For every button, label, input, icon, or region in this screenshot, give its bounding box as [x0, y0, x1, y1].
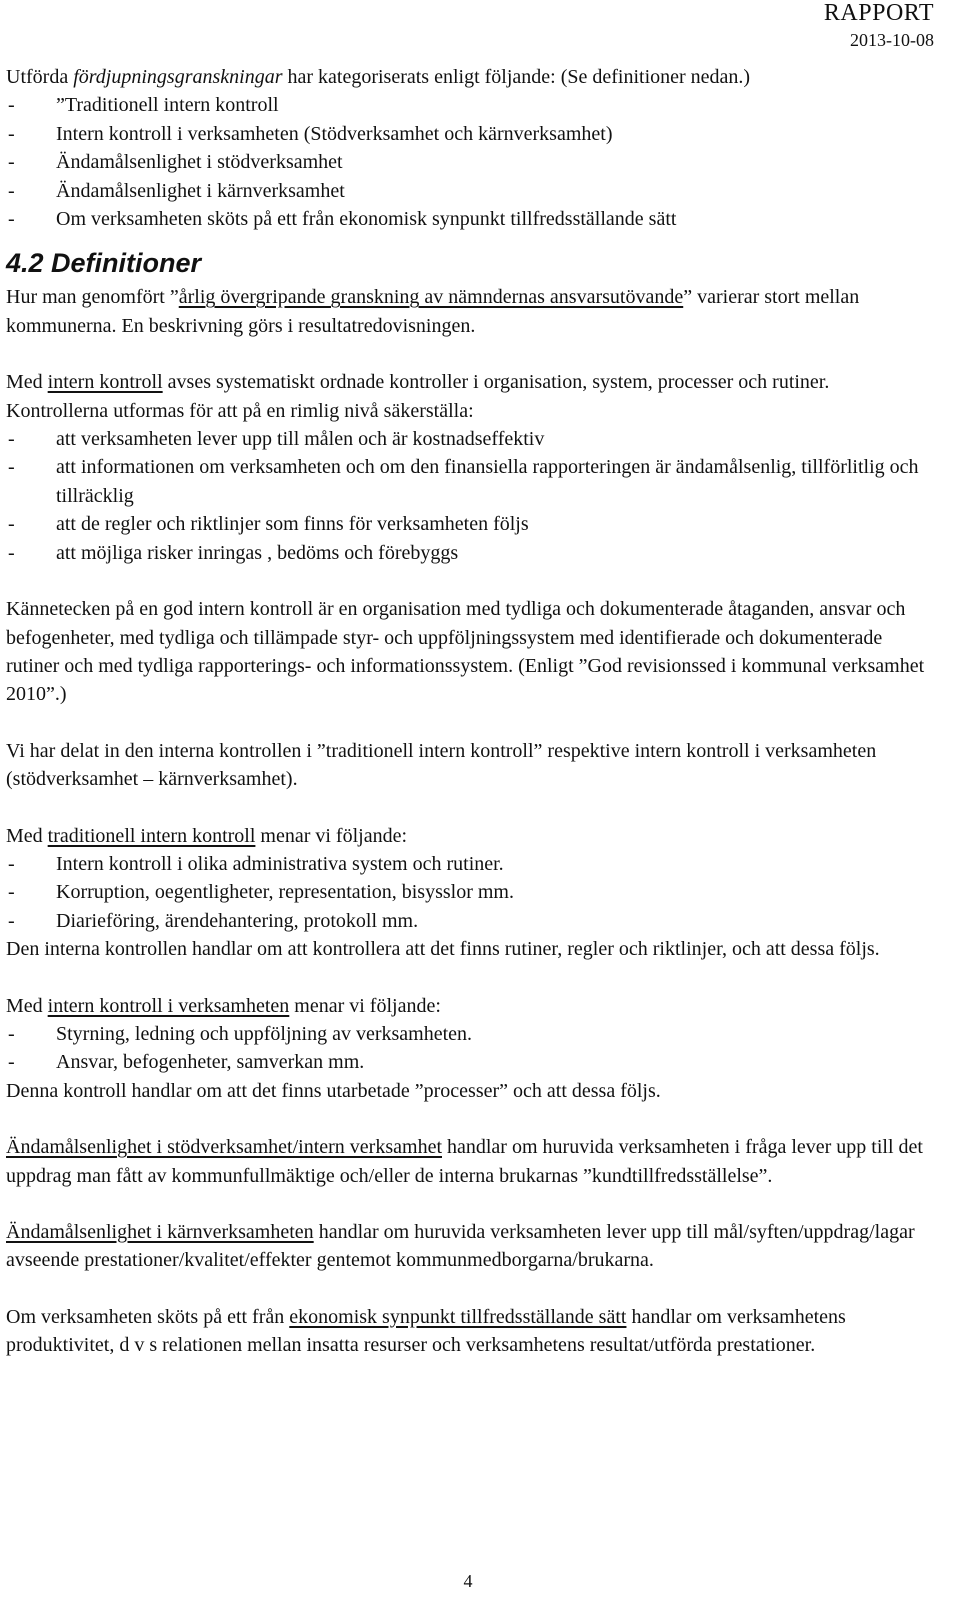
list-item: - att möjliga risker inringas , bedöms och förebyggs [8, 541, 459, 564]
page-number: 4 [463, 1571, 473, 1591]
definition-paragraph-8: Ändamålsenlighet i kärnverksamheten handlar om huruvida verksamheten lever upp till mål/syften/uppdrag/lagar avseende prestationer/kvalitet/effekter gentemot kommunmedborgarna/brukarna. [6, 1221, 915, 1272]
list-item: - Ansvar, befogenheter, samverkan mm. [8, 1051, 365, 1074]
list-item: - att verksamheten lever upp till målen och är kostnadseffektiv [8, 428, 545, 451]
list-item: - att de regler och riktlinjer som finns för verksamheten följs [8, 513, 529, 536]
underlined-term: Ändamålsenlighet i kärnverksamheten [6, 1221, 314, 1243]
list-item: - Om verksamheten sköts på ett från ekonomisk synpunkt tillfredsställande sätt [8, 208, 677, 231]
intro-emphasis: fördjupningsgranskningar [73, 66, 283, 88]
intro-text: Utförda [6, 66, 74, 88]
underlined-term: intern kontroll [47, 371, 163, 394]
list-item: - ”Traditionell intern kontroll [8, 94, 279, 117]
definition-paragraph-4: Vi har delat in den interna kontrollen i ”traditionell intern kontroll” respektive intern kontroll i verksamheten (stödverksamhet – kärnverksamhet). [6, 739, 877, 791]
intro-paragraph [6, 63, 936, 91]
definition-paragraph-2: Med intern kontroll avses systematiskt ordnade kontroller i organisation, system, processer och rutiner. Kontrollerna utformas för att på en rimlig nivå säkerställa: [6, 371, 830, 422]
list-item: - Ändamålsenlighet i kärnverksamhet [8, 179, 345, 202]
list-item: - Intern kontroll i olika administrativa system och rutiner. [8, 852, 504, 875]
underlined-term: Ändamålsenlighet i stödverksamhet/intern verksamhet [6, 1136, 442, 1159]
underlined-term: ekonomisk synpunkt tillfredsställande sätt [289, 1305, 627, 1328]
definition-paragraph-5-after: Den interna kontrollen handlar om att kontrollera att det finns rutiner, regler och riktlinjer, och att dessa följs. [6, 938, 880, 961]
underlined-term: årlig övergripande granskning av nämndernas ansvarsutövande [178, 286, 684, 309]
list-item: - Diarieföring, ärendehantering, protokoll mm. [8, 909, 419, 932]
list-item: - Korruption, oegentligheter, representation, bisysslor mm. [8, 881, 514, 904]
report-title: RAPPORT [823, 0, 934, 26]
document-body [6, 63, 936, 1360]
definition-paragraph-1: Hur man genomfört ”årlig övergripande granskning av nämndernas ansvarsutövande” varierar stort mellan kommunerna. En beskrivning görs i resultatredovisningen. [6, 286, 860, 337]
underlined-term: intern kontroll i verksamheten [47, 994, 290, 1017]
definition-paragraph-6: Med intern kontroll i verksamheten menar vi följande: [6, 994, 441, 1017]
intro-text-end: har kategoriserats enligt följande: (Se definitioner nedan.) [282, 66, 751, 88]
definition-paragraph-7: Ändamålsenlighet i stödverksamhet/intern verksamhet handlar om huruvida verksamheten i fråga lever upp till det uppdrag man fått av kommunfullmäktige och/eller de interna brukarnas ”kundtillfredsställelse”. [6, 1136, 923, 1187]
underlined-term: traditionell intern kontroll [47, 824, 256, 847]
definition-paragraph-9: Om verksamheten sköts på ett från ekonomisk synpunkt tillfredsställande sätt handlar om verksamhetens produktivitet, d v s relationen mellan insatta resurser och verksamhetens resultat/utförda prestationer. [6, 1305, 846, 1357]
list-item: - att informationen om verksamheten och om den finansiella rapporteringen är ändamålsenlig, tillförlitlig och tillräcklig [8, 456, 919, 507]
definition-paragraph-5: Med traditionell intern kontroll menar vi följande: [6, 824, 408, 847]
report-header [824, 0, 934, 50]
definition-paragraph-6-after: Denna kontroll handlar om att det finns utarbetade ”processer” och att dessa följs. [6, 1079, 661, 1102]
report-date: 2013-10-08 [850, 30, 934, 50]
section-heading: 4.2 Definitioner [6, 248, 202, 279]
definition-paragraph-3: Kännetecken på en god intern kontroll är en organisation med tydliga och dokumenterade åtaganden, ansvar och befogenheter, med tydliga och tillämpade styr- och uppföljningssystem med identifierade och dokumenterade rutiner och med tydliga rapporterings- och informationssystem. (Enligt ”God revisionssed i kommunal verksamhet 2010”.) [6, 598, 925, 706]
list-item: - Intern kontroll i verksamheten (Stödverksamhet och kärnverksamhet) [8, 122, 613, 145]
list-item: - Styrning, ledning och uppföljning av verksamheten. [8, 1022, 473, 1045]
list-item: - Ändamålsenlighet i stödverksamhet [8, 151, 343, 174]
